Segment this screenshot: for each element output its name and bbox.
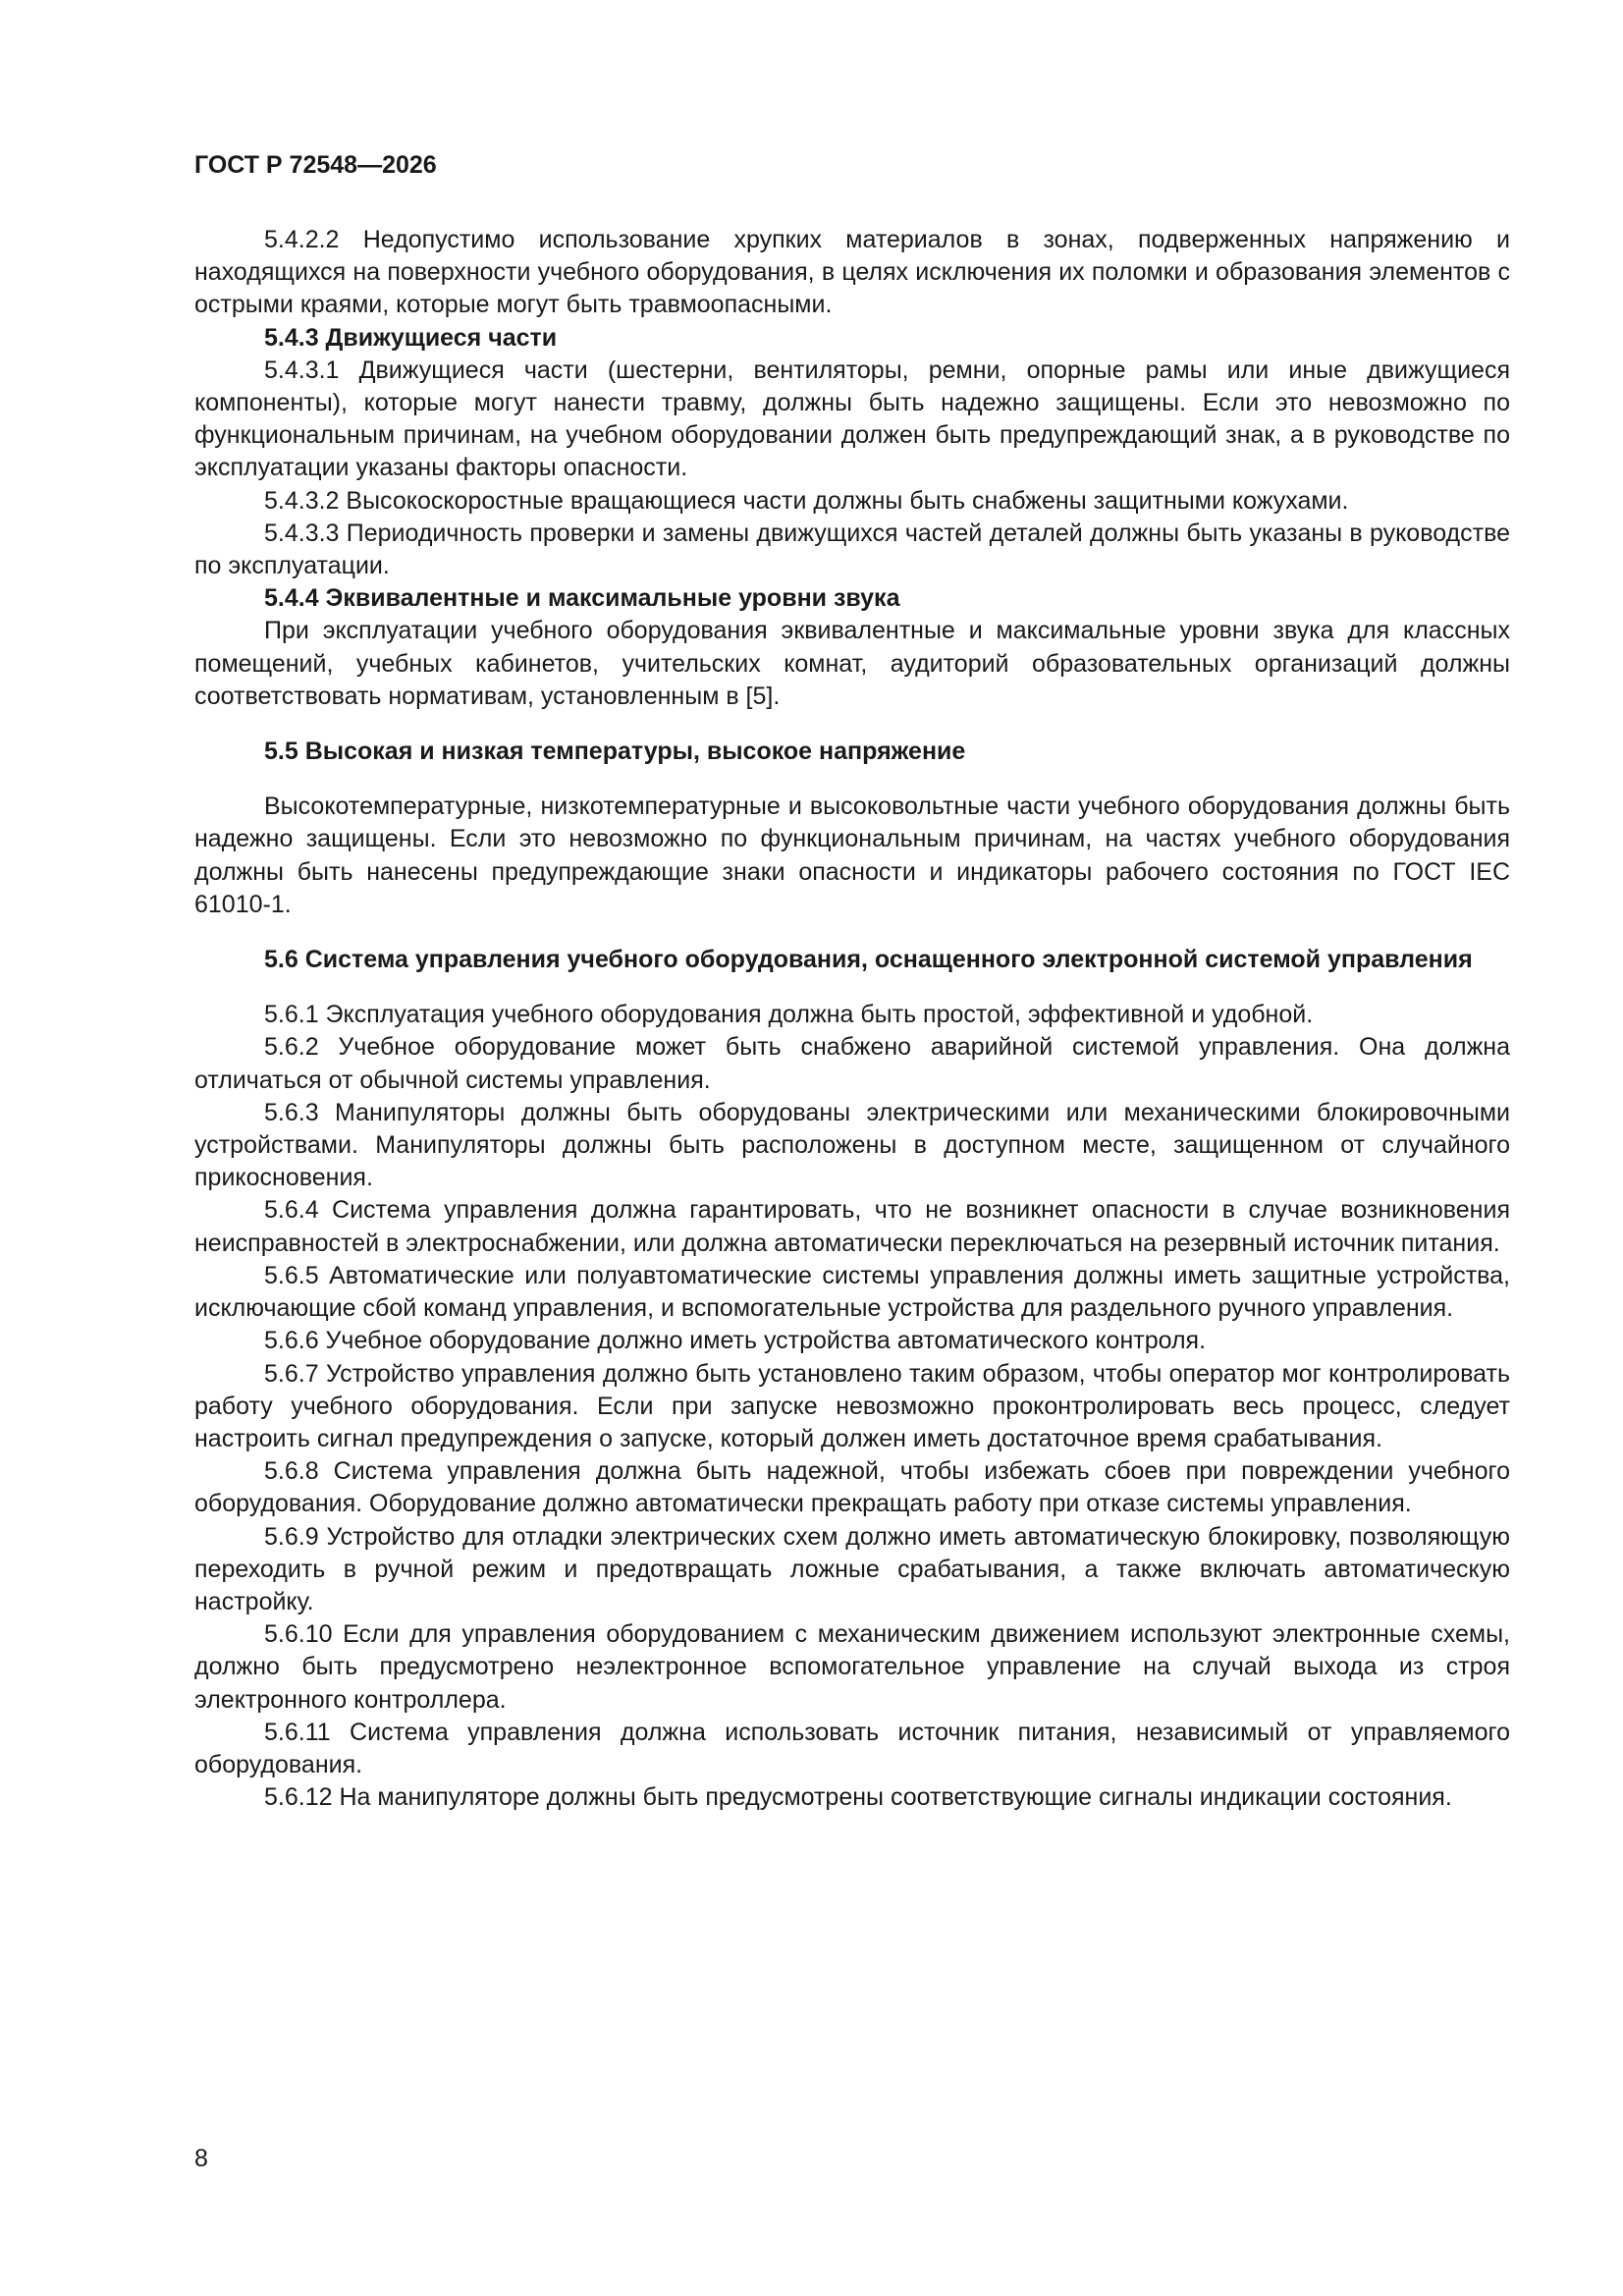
paragraph-5-4-3-3: 5.4.3.3 Периодичность проверки и замены движущихся частей деталей должны быть указаны в руководстве по эксплуатации. — [194, 519, 1510, 580]
heading-5-6: 5.6 Система управления учебного оборудования, оснащенного электронной системой управления — [264, 946, 1473, 974]
paragraph-5-6-11: 5.6.11 Система управления должна использовать источник питания, независимый от управляемого оборудования. — [194, 1718, 1510, 1778]
paragraph-5-6-6: 5.6.6 Учебное оборудование должно иметь устройства автоматического контроля. — [264, 1327, 1207, 1355]
paragraph-5-6-12: 5.6.12 На манипуляторе должны быть предусмотрены соответствующие сигналы индикации состояния. — [264, 1783, 1452, 1812]
heading-5-5: 5.5 Высокая и низкая температуры, высокое напряжение — [264, 738, 966, 766]
page-number: 8 — [194, 2145, 208, 2172]
paragraph-5-6-9: 5.6.9 Устройство для отладки электрических схем должно иметь автоматическую блокировку, позволяющую переходить в ручной режим и предотвращать ложные срабатывания, а также включать автоматическую настройку. — [194, 1522, 1510, 1615]
paragraph-5-4-3-1: 5.4.3.1 Движущиеся части (шестерни, вентиляторы, ремни, опорные рамы или иные движущиеся компоненты), которые могут нанести травму, должны быть надежно защищены. Если это невозможно по функциональным причинам, на учебном оборудовании должен быть предупреждающий знак, а в руководстве по эксплуатации указаны факторы опасности. — [194, 355, 1510, 482]
paragraph-5-4-3-2: 5.4.3.2 Высокоскоростные вращающиеся части должны быть снабжены защитными кожухами. — [264, 486, 1349, 515]
paragraph-5-6-7: 5.6.7 Устройство управления должно быть установлено таким образом, чтобы оператор мог контролировать работу учебного оборудования. Если при запуске невозможно проконтролировать весь процесс, следует настроить сигнал предупреждения о запуске, который должен иметь достаточное время срабатывания. — [194, 1359, 1510, 1452]
paragraph-5-6-10: 5.6.10 Если для управления оборудованием с механическим движением используют электронные схемы, должно быть предусмотрено неэлектронное вспомогательное управление на случай выхода из строя электронного контроллера. — [194, 1620, 1510, 1714]
paragraph-5-6-2: 5.6.2 Учебное оборудование может быть снабжено аварийной системой управления. Она должна отличаться от обычной системы управления. — [194, 1033, 1510, 1094]
paragraph-5-4-2-2: 5.4.2.2 Недопустимо использование хрупких материалов в зонах, подверженных напряжению и находящихся на поверхности учебного оборудования, в целях исключения их поломки и образования элементов с острыми краями, которые могут быть травмоопасными. — [194, 226, 1510, 319]
document-body — [194, 224, 1510, 1814]
document-header: ГОСТ Р 72548—2026 — [194, 151, 437, 179]
heading-5-4-4: 5.4.4 Эквивалентные и максимальные уровни звука — [264, 584, 900, 613]
heading-5-4-3: 5.4.3 Движущиеся части — [264, 323, 558, 352]
paragraph-5-5: Высокотемпературные, низкотемпературные и высоковольтные части учебного оборудования должны быть надежно защищены. Если это невозможно по функциональным причинам, на частях учебного оборудования должны быть нанесены предупреждающие знаки опасности и индикаторы рабочего состояния по ГОСТ IEC 61010-1. — [194, 793, 1510, 918]
paragraph-5-6-8: 5.6.8 Система управления должна быть надежной, чтобы избежать сбоев при повреждении учебного оборудования. Оборудование должно автоматически прекращать работу при отказе системы управления. — [194, 1457, 1510, 1518]
paragraph-5-4-4: При эксплуатации учебного оборудования эквивалентные и максимальные уровни звука для классных помещений, учебных кабинетов, учительских комнат, аудиторий образовательных организаций должны соответствовать нормативам, установленным в [5]. — [194, 617, 1510, 710]
paragraph-5-6-1: 5.6.1 Эксплуатация учебного оборудования должна быть простой, эффективной и удобной. — [264, 1001, 1314, 1029]
paragraph-5-6-4: 5.6.4 Система управления должна гарантировать, что не возникнет опасности в случае возникновения неисправностей в электроснабжении, или должна автоматически переключаться на резервный источник питания. — [194, 1196, 1510, 1257]
paragraph-5-6-5: 5.6.5 Автоматические или полуавтоматические системы управления должны иметь защитные устройства, исключающие сбой команд управления, и вспомогательные устройства для раздельного ручного управления. — [194, 1261, 1510, 1323]
paragraph-5-6-3: 5.6.3 Манипуляторы должны быть оборудованы электрическими или механическими блокировочными устройствами. Манипуляторы должны быть расположены в доступном месте, защищенном от случайного прикосновения. — [194, 1098, 1510, 1192]
